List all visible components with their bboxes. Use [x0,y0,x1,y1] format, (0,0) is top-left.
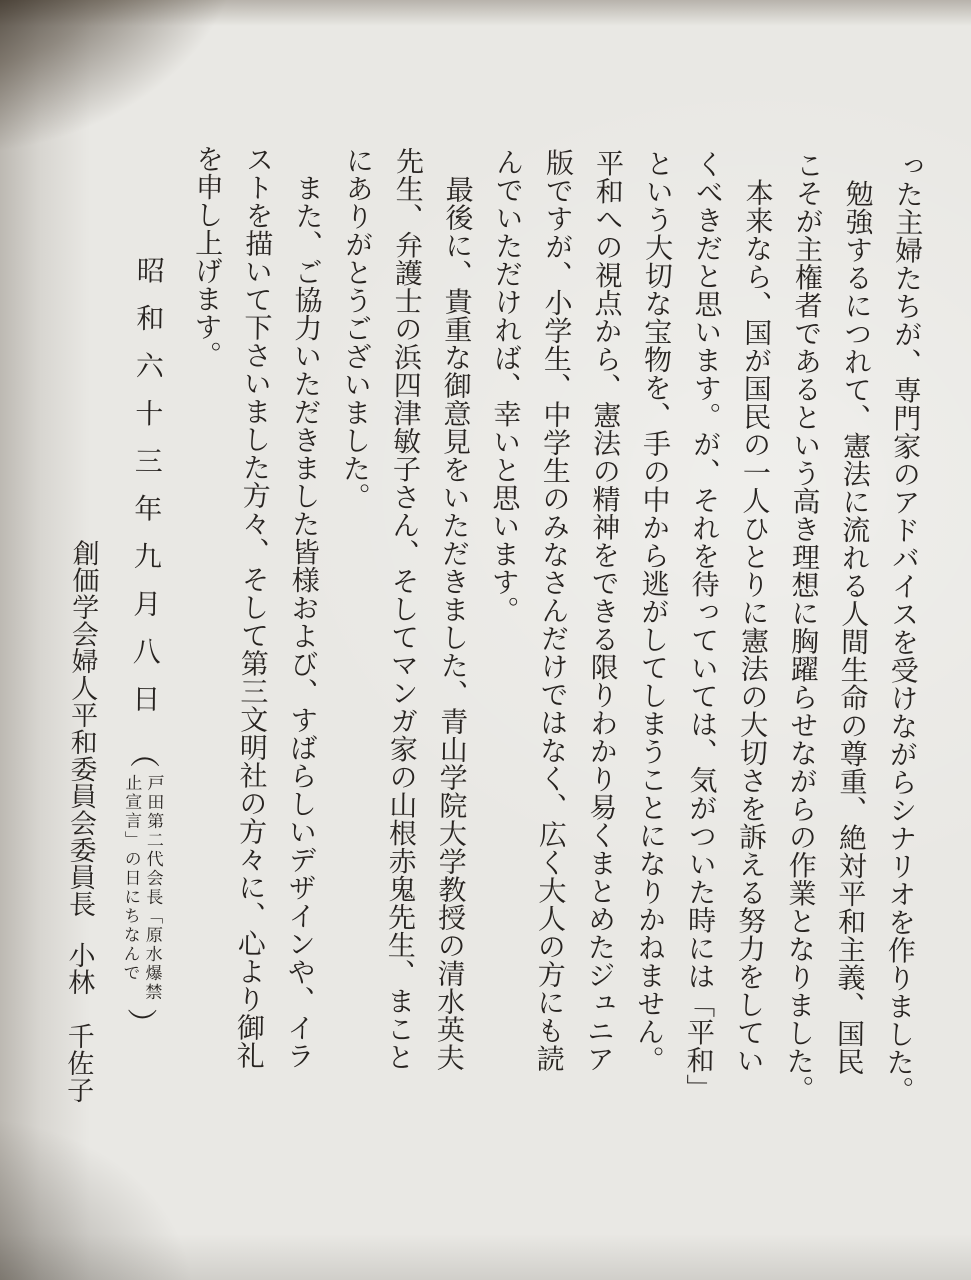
text-column: 最後に、貴重な御意見をいただきました、青山学院大学教授の清水英夫 [432,146,474,1072]
text-column: 勉強するにつれて、憲法に流れる人間生命の尊重、絶対平和主義、国民 [832,151,874,1076]
text-column: 本来なら、国が国民の一人ひとりに憲法の大切さを訴える努力をしてい [732,150,774,1075]
signature-column [63,143,100,1143]
close-paren: ） [123,1007,157,1039]
text-column: 先生、弁護士の浜四津敏子さん、そしてマンガ家の山根赤鬼先生、まこと [382,146,424,1071]
signature-name: 小林 千佐子 [62,941,95,1104]
text-column: った主婦たちが、専門家のアドバイスを受けながらシナリオを作りました。 [882,151,923,1104]
text-column: を申し上げます。 [189,144,224,369]
text-column: こそが主権者であるという高き理想に胸躍らせながらの作業となりました。 [782,150,824,1103]
date-column [116,144,171,1144]
text-column: にありがとうございました。 [338,145,374,511]
text-column: ストを描いて下さいました方々、そして第三文明社の方々に、心より御礼 [232,144,274,1070]
text-column: また、ご協力いただきました皆様および、すばらしいデザインや、イラ [282,145,324,1070]
text-column: くべきだと思います。が、それを待っていては、気がついた時には「平和」 [682,149,724,1102]
date-text: 昭和六十三年九月八日 [127,255,164,733]
annotation-line-2: 止宣言」の日にちなんで [120,773,142,983]
annotation-line-1: 戸田第二代会長「原水爆禁 [142,773,164,1003]
text-column: という大切な宝物を、手の中から逃がしてしまうことになりかねません。 [632,149,674,1074]
date-annotation [117,736,164,1040]
date-annotation-lines [118,774,165,1002]
signature-title: 創価学会婦人平和委員会委員長 [64,539,99,918]
vertical-text-block [29,143,921,1152]
text-column: 版ですが、小学生、中学生のみなさんだけではなく、広く大人の方にも読 [532,148,574,1073]
open-paren: （ [126,737,160,769]
text-column: 平和への視点から、憲法の精神をできる限りわかり易くまとめたジュニア [582,148,624,1073]
text-column: んでいただければ、幸いと思います。 [487,147,524,624]
